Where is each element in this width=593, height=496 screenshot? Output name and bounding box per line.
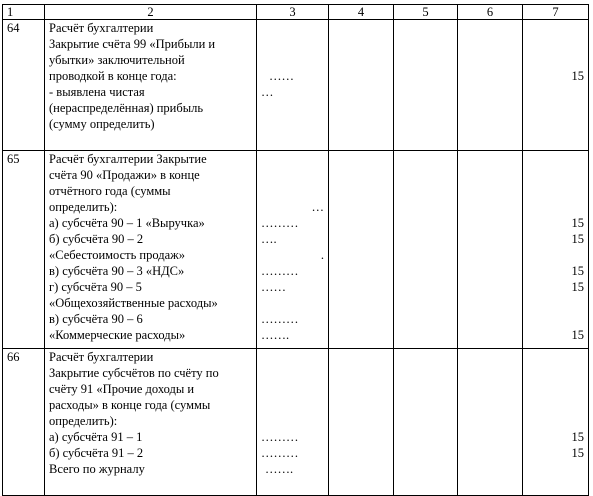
description-line: б) субсчёта 91 – 2 — [49, 446, 144, 460]
empty-cell — [458, 20, 523, 151]
description-line: расходы» в конце года (суммы — [49, 398, 211, 412]
empty-cell — [394, 151, 458, 349]
amount-placeholder: … — [311, 200, 324, 214]
description-line: определить): — [49, 414, 118, 428]
description-line: а) субсчёта 91 – 1 — [49, 430, 143, 444]
amount-placeholder: ……… — [261, 264, 299, 278]
row-description — [45, 151, 257, 349]
description-line: г) субсчёта 90 – 5 — [49, 280, 142, 294]
empty-cell — [329, 349, 394, 496]
description-line: Расчёт бухгалтерии — [49, 21, 154, 35]
col7-value: 15 — [571, 232, 584, 246]
description-line: проводкой в конце года: — [49, 69, 177, 83]
header-cell: 6 — [458, 5, 523, 20]
description-line: отчётного года (суммы — [49, 184, 171, 198]
amount-placeholder: ……… — [261, 216, 299, 230]
amount-placeholder: ……… — [261, 430, 299, 444]
amount-placeholder: …… — [261, 280, 286, 294]
description-line: б) субсчёта 90 – 2 — [49, 232, 144, 246]
col7-cell — [523, 349, 589, 496]
empty-cell — [394, 20, 458, 151]
description-line: «Коммерческие расходы» — [49, 328, 186, 342]
table-row — [3, 151, 589, 349]
description-line: Расчёт бухгалтерии — [49, 350, 154, 364]
col7-value: 15 — [571, 280, 584, 294]
description-line: убытки» заключительной — [49, 53, 185, 67]
description-line: Закрытие субсчётов по счёту по — [49, 366, 219, 380]
description-line: (сумму определить) — [49, 117, 155, 131]
table-row — [3, 20, 589, 151]
description-line: «Себестоимость продаж» — [49, 248, 186, 262]
row-number: 64 — [3, 20, 45, 151]
description-line: Всего по журналу — [49, 462, 145, 476]
empty-cell — [329, 151, 394, 349]
amount-placeholder: …… — [269, 69, 294, 83]
description-line: Расчёт бухгалтерии Закрытие — [49, 152, 207, 166]
header-cell: 7 — [523, 5, 589, 20]
col7-value: 15 — [571, 264, 584, 278]
header-cell: 1 — [3, 5, 45, 20]
journal-table — [2, 4, 589, 496]
col7-value: 15 — [571, 216, 584, 230]
description-line: - выявлена чистая — [49, 85, 145, 99]
description-line: в) субсчёта 90 – 6 — [49, 312, 143, 326]
row-number: 65 — [3, 151, 45, 349]
col7-cell — [523, 20, 589, 151]
header-cell: 5 — [394, 5, 458, 20]
empty-cell — [394, 349, 458, 496]
amount-cell — [257, 349, 329, 496]
description-line: определить): — [49, 200, 118, 214]
row-description — [45, 349, 257, 496]
col7-value: 15 — [571, 69, 584, 83]
col7-value: 15 — [571, 328, 584, 342]
amount-placeholder: ……. — [265, 462, 294, 476]
amount-placeholder: ……. — [261, 328, 290, 342]
description-line: а) субсчёта 90 – 1 «Выручка» — [49, 216, 205, 230]
description-line: (нераспределённая) прибыль — [49, 101, 204, 115]
amount-placeholder: . — [320, 248, 324, 262]
amount-cell — [257, 20, 329, 151]
header-row — [3, 5, 589, 20]
amount-cell — [257, 151, 329, 349]
header-cell: 3 — [257, 5, 329, 20]
amount-placeholder: …. — [261, 232, 277, 246]
header-cell: 4 — [329, 5, 394, 20]
col7-value: 15 — [571, 446, 584, 460]
description-line: в) субсчёта 90 – 3 «НДС» — [49, 264, 185, 278]
table-row — [3, 349, 589, 496]
description-line: «Общехозяйственные расходы» — [49, 296, 218, 310]
empty-cell — [329, 20, 394, 151]
row-description — [45, 20, 257, 151]
description-line: счёту 91 «Прочие доходы и — [49, 382, 195, 396]
amount-placeholder: … — [261, 85, 274, 99]
description-line: счёта 90 «Продажи» в конце — [49, 168, 200, 182]
empty-cell — [458, 151, 523, 349]
col7-cell — [523, 151, 589, 349]
row-number: 66 — [3, 349, 45, 496]
empty-cell — [458, 349, 523, 496]
header-cell: 2 — [45, 5, 257, 20]
description-line: Закрытие счёта 99 «Прибыли и — [49, 37, 216, 51]
amount-placeholder: ……… — [261, 312, 299, 326]
amount-placeholder: ……… — [261, 446, 299, 460]
col7-value: 15 — [571, 430, 584, 444]
